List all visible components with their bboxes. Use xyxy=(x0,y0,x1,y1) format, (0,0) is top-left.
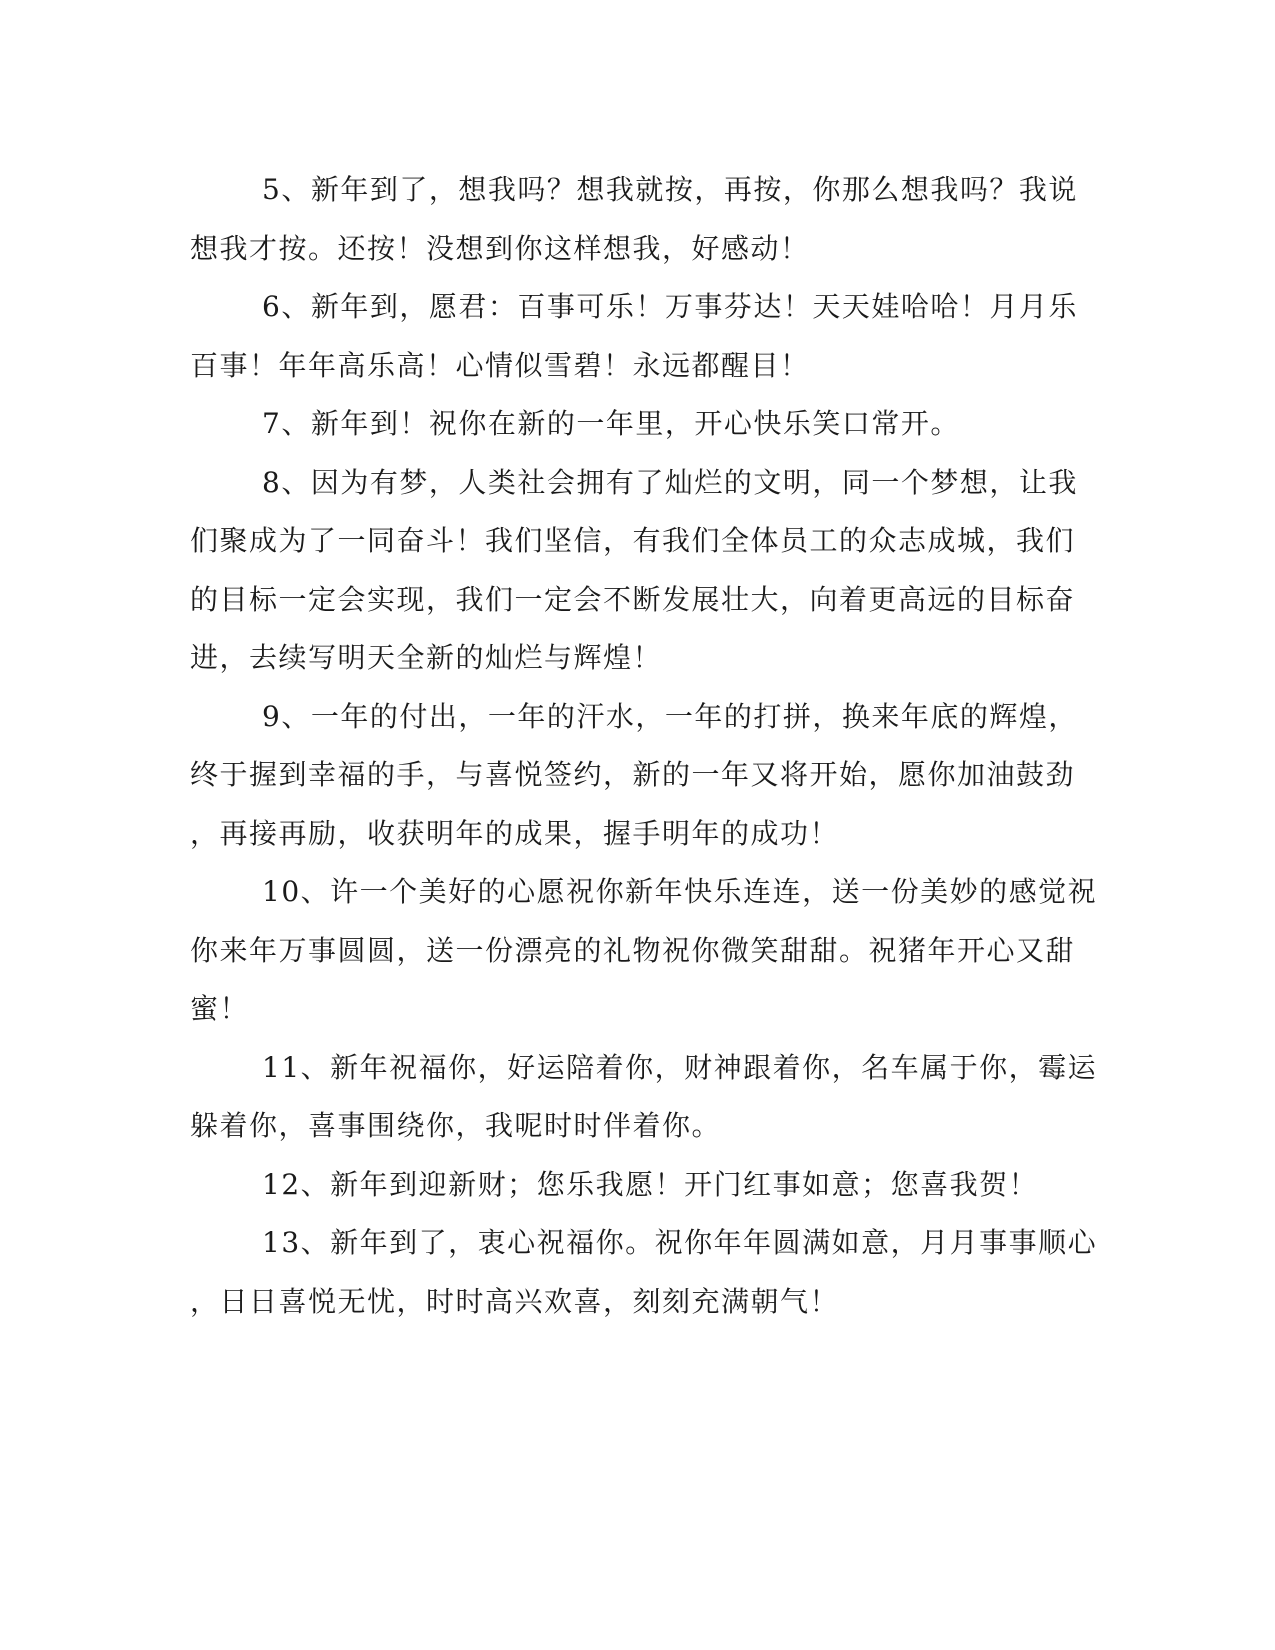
text-line: ，日日喜悦无忧，时时高兴欢喜，刻刻充满朝气！ xyxy=(190,1285,840,1318)
text-line: 进，去续写明天全新的灿烂与辉煌！ xyxy=(190,641,663,674)
text-line: 躲着你，喜事围绕你，我呢时时伴着你。 xyxy=(190,1109,722,1142)
text-line: 蜜！ xyxy=(190,992,250,1025)
text-line: 的目标一定会实现，我们一定会不断发展壮大，向着更高远的目标奋 xyxy=(190,583,1076,616)
text-line: 7、新年到！祝你在新的一年里，开心快乐笑口常开。 xyxy=(262,407,960,440)
text-line: 百事！年年高乐高！心情似雪碧！永远都醒目！ xyxy=(190,349,810,382)
text-line: ，再接再励，收获明年的成果，握手明年的成功！ xyxy=(190,817,840,850)
text-line: 10、许一个美好的心愿祝你新年快乐连连，送一份美妙的感觉祝 xyxy=(262,875,1098,908)
text-line: 11、新年祝福你，好运陪着你，财神跟着你，名车属于你，霉运 xyxy=(262,1051,1098,1084)
text-line: 13、新年到了，衷心祝福你。祝你年年圆满如意，月月事事顺心 xyxy=(262,1226,1098,1259)
text-line: 5、新年到了，想我吗？想我就按，再按，你那么想我吗？我说 xyxy=(262,173,1078,206)
text-line: 8、因为有梦，人类社会拥有了灿烂的文明，同一个梦想，让我 xyxy=(262,466,1078,499)
text-line: 12、新年到迎新财；您乐我愿！开门红事如意；您喜我贺！ xyxy=(262,1168,1039,1201)
text-line: 们聚成为了一同奋斗！我们坚信，有我们全体员工的众志成城，我们 xyxy=(190,524,1076,557)
text-line: 6、新年到，愿君：百事可乐！万事芬达！天天娃哈哈！月月乐 xyxy=(262,290,1078,323)
text-line: 9、一年的付出，一年的汗水，一年的打拼，换来年底的辉煌， xyxy=(262,700,1078,733)
text-line: 想我才按。还按！没想到你这样想我，好感动！ xyxy=(190,232,810,265)
text-line: 终于握到幸福的手，与喜悦签约，新的一年又将开始，愿你加油鼓劲 xyxy=(190,758,1076,791)
text-line: 你来年万事圆圆，送一份漂亮的礼物祝你微笑甜甜。祝猪年开心又甜 xyxy=(190,934,1076,967)
